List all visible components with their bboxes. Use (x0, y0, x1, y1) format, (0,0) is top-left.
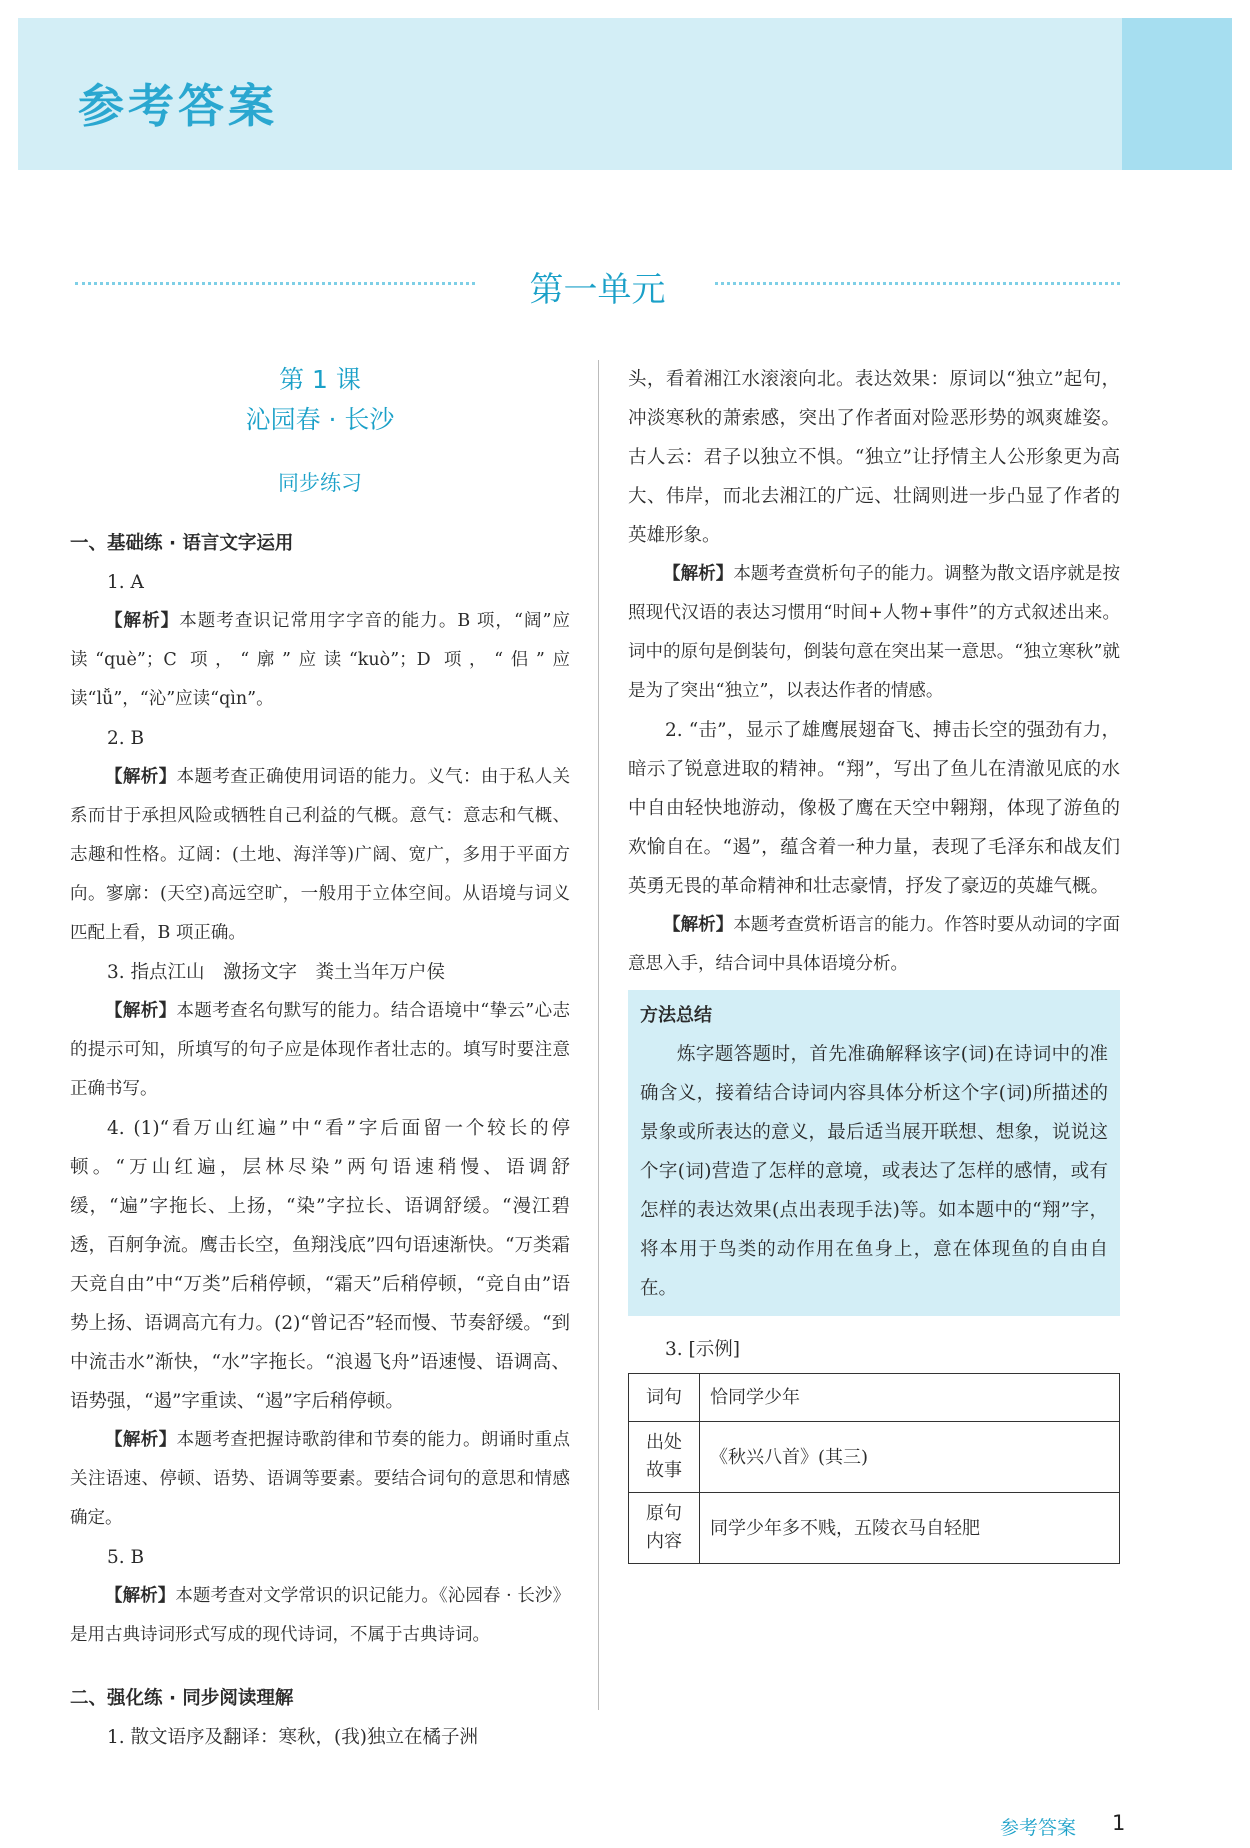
table-value: 恰同学少年 (700, 1374, 1120, 1422)
explanation-text: 本题考查赏析句子的能力。调整为散文语序就是按照现代汉语的表达习惯用“时间+人物+事件”的方式叙述出来。词中的原句是倒装句，倒装句意在突出某一意思。“独立寒秋”就是为了突出“独立”，以表达作者的情感。 (628, 564, 1121, 701)
explanation-label: 【解析】 (663, 564, 734, 584)
table-key: 原句 内容 (629, 1493, 700, 1564)
answer-5: 5. B (107, 1547, 145, 1568)
header-accent-block (1122, 18, 1232, 170)
column-divider (598, 360, 599, 1710)
explanation-text: 本题考查名句默写的能力。结合语境中“挚云”心志的提示可知，所填写的句子应是体现作者壮志的。填写时要注意正确书写。 (70, 1001, 570, 1099)
table-value: 《秋兴八首》(其三) (700, 1422, 1120, 1493)
explanation-text: 本题考查正确使用词语的能力。义气：由于私人关系而甘于承担风险或牺牲自己利益的气概。意气：意志和气概、志趣和性格。辽阔：(土地、海洋等)广阔、宽广，多用于平面方向。寥廓：(天空)高远空旷，一般用于立体空间。从语境与词义匹配上看，B 项正确。 (70, 767, 571, 943)
explanation-1 (70, 602, 570, 719)
unit-title: 第一单元 (529, 270, 666, 310)
explanation-4 (70, 1421, 570, 1538)
explanation-label: 【解析】 (105, 767, 177, 787)
footer-label: 参考答案 (1000, 1817, 1077, 1839)
section-heading: 一、基础练 · 语言文字运用 (70, 533, 294, 554)
table-row (629, 1374, 1120, 1422)
unit-heading (75, 262, 1120, 310)
table-key: 出处 故事 (629, 1422, 700, 1493)
reading-answer-1: 1. 散文语序及翻译：寒秋，(我)独立在橘子洲 (107, 1727, 478, 1748)
example-table (628, 1373, 1120, 1564)
page-title: 参考答案 (78, 79, 278, 133)
explanation-5 (70, 1577, 570, 1655)
reading-answer-3: 3. [示例] (665, 1339, 740, 1360)
left-column (70, 360, 570, 1757)
table-key: 词句 (629, 1374, 700, 1422)
header-banner (18, 18, 1232, 170)
answer-1: 1. A (107, 572, 144, 593)
section-heading: 二、强化练 · 同步阅读理解 (70, 1688, 294, 1709)
explanation-text: 本题考查赏析语言的能力。作答时要从动词的字面意思入手，结合词中具体语境分析。 (628, 915, 1121, 974)
page-number: 1 (1112, 1811, 1126, 1835)
reading-explanation-2 (628, 906, 1120, 984)
table-value: 同学少年多不贱，五陵衣马自轻肥 (700, 1493, 1120, 1564)
practice-heading: 同步练习 (278, 471, 362, 495)
summary-title: 方法总结 (640, 1005, 712, 1026)
explanation-label: 【解析】 (105, 1001, 177, 1021)
reading-answer-1-cont: 头，看着湘江水滚滚向北。表达效果：原词以“独立”起句，冲淡寒秋的萧索感，突出了作者面对险恶形势的飒爽雄姿。古人云：君子以独立不惧。“独立”让抒情主人公形象更为高大、伟岸，而北去湘江的广远、壮阔则进一步凸显了作者的英雄形象。 (628, 369, 1120, 546)
answer-2: 2. B (107, 728, 145, 749)
explanation-2 (70, 758, 570, 953)
explanation-3 (70, 992, 570, 1109)
explanation-label: 【解析】 (105, 1430, 177, 1450)
answer-3: 3. 指点江山 激扬文字 粪土当年万户侯 (107, 962, 446, 983)
table-row (629, 1493, 1120, 1564)
explanation-label: 【解析】 (105, 1586, 176, 1606)
explanation-label: 【解析】 (105, 611, 180, 631)
lesson-name: 沁园春 · 长沙 (245, 405, 395, 434)
lesson-number: 第 1 课 (279, 365, 361, 394)
method-summary-box (628, 990, 1120, 1316)
reading-answer-2: 2. “击”，显示了雄鹰展翅奋飞、搏击长空的强劲有力，暗示了锐意进取的精神。“翔”，写出了鱼儿在清澈见底的水中自由轻快地游动，像极了鹰在天空中翱翔，体现了游鱼的欢愉自在。“遏”，蕴含着一种力量，表现了毛泽东和战友们英勇无畏的革命精神和壮志豪情，抒发了豪迈的英雄气概。 (628, 720, 1120, 897)
table-row (629, 1422, 1120, 1493)
explanation-text: 本题考查识记常用字字音的能力。B 项，“阔”应读“què”；C 项，“廓”应读“kuò”；D 项，“侣”应读“lǚ”，“沁”应读“qìn”。 (70, 611, 570, 709)
summary-text: 炼字题答题时，首先准确解释该字(词)在诗词中的准确含义，接着结合诗词内容具体分析这个字(词)所描述的景象或所表达的意义，最后适当展开联想、想象，说说这个字(词)营造了怎样的意境，或表达了怎样的感情，或有怎样的表达效果(点出表现手法)等。如本题中的“翔”字，将本用于鸟类的动作用在鱼身上，意在体现鱼的自由自在。 (640, 1044, 1108, 1299)
answer-4: 4. (1)“看万山红遍”中“看”字后面留一个较长的停顿。“万山红遍，层林尽染”两句语速稍慢、语调舒缓，“遍”字拖长、上扬，“染”字拉长、语调舒缓。“漫江碧透，百舸争流。鹰击长空，鱼翔浅底”四句语速渐快。“万类霜天竞自由”中“万类”后稍停顿，“霜天”后稍停顿，“竞自由”语势上扬、语调高亢有力。(2)“曾记否”轻而慢、节奏舒缓。“到中流击水”渐快，“水”字拖长。“浪遏飞舟”语速慢、语调高、语势强，“遏”字重读、“遏”字后稍停顿。 (70, 1118, 570, 1412)
explanation-text: 本题考查对文学常识的识记能力。《沁园春 · 长沙》是用古典诗词形式写成的现代诗词，不属于古典诗词。 (70, 1586, 571, 1645)
explanation-label: 【解析】 (663, 915, 734, 935)
explanation-text: 本题考查把握诗歌韵律和节奏的能力。朗诵时重点关注语速、停顿、语势、语调等要素。要结合词句的意思和情感确定。 (70, 1430, 571, 1528)
reading-explanation-1 (628, 555, 1120, 711)
right-column (628, 360, 1120, 1564)
